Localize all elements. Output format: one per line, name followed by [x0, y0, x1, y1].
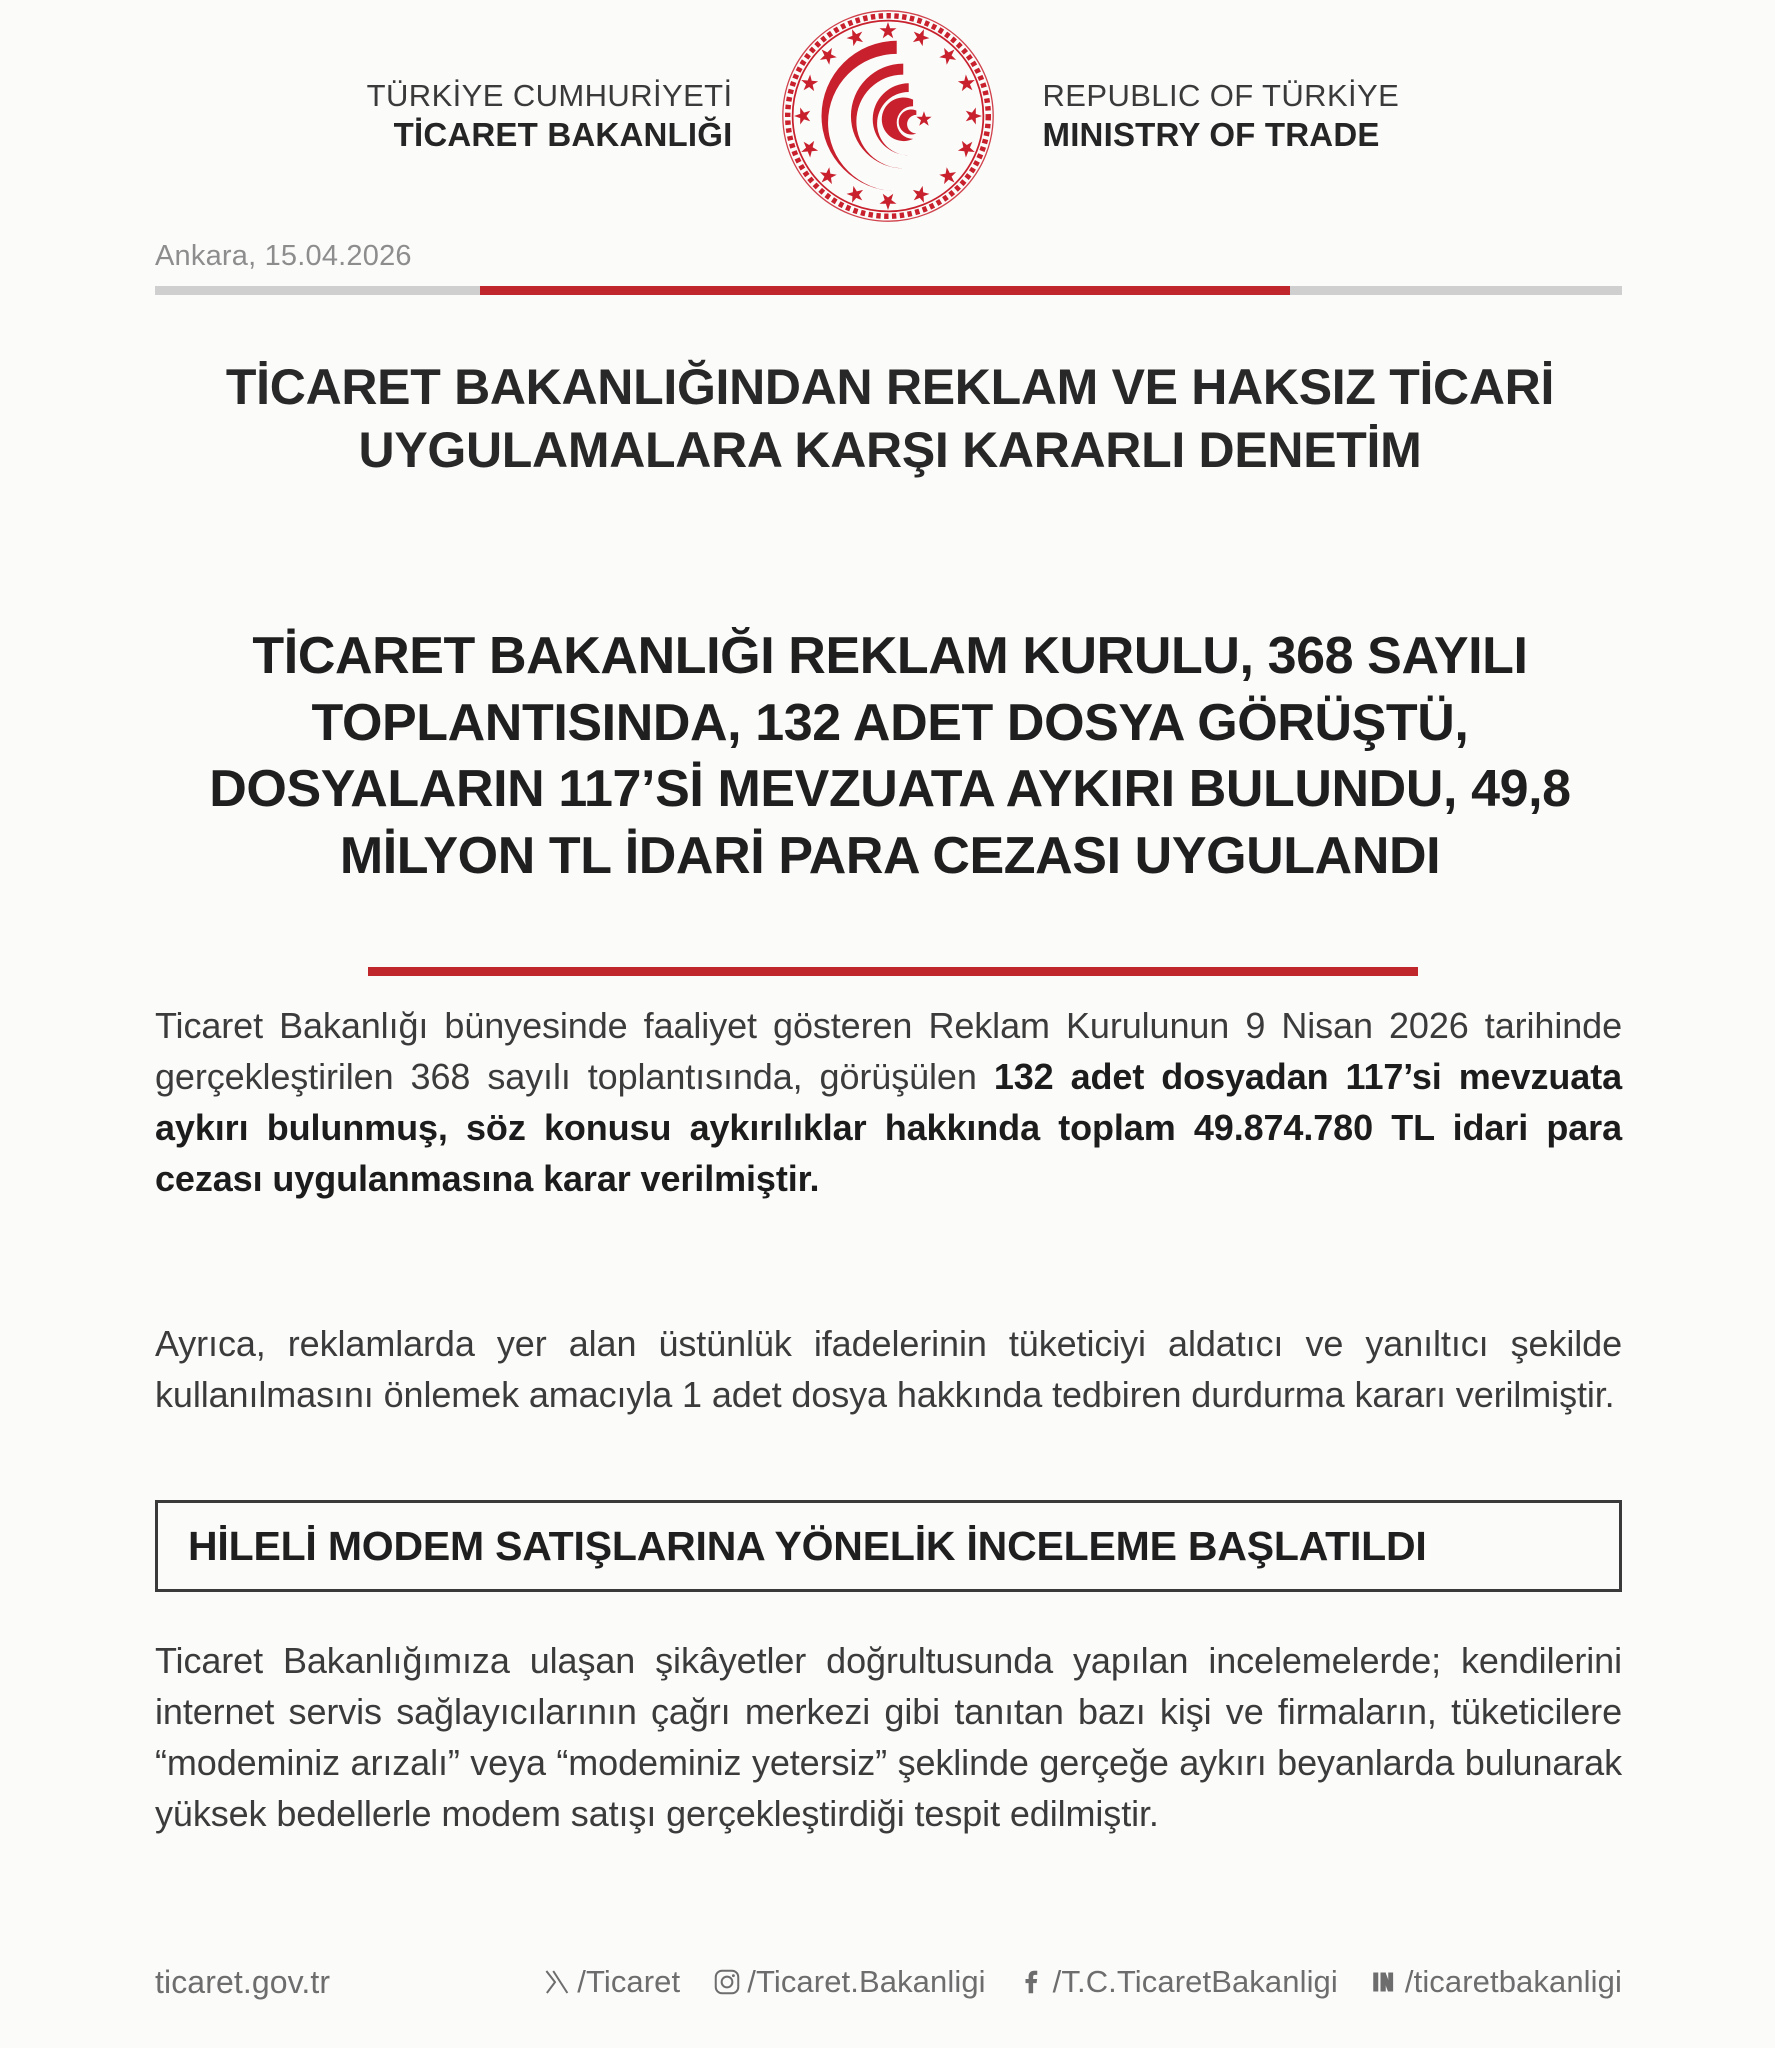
social-links	[540, 1964, 1622, 2000]
x-twitter-icon	[540, 1965, 574, 1999]
section-subheading-box	[155, 1500, 1622, 1592]
social-link-instagram[interactable]	[710, 1964, 985, 2000]
paragraph-one-container	[155, 1000, 1622, 1204]
dateline: Ankara, 15.04.2026	[155, 240, 412, 272]
paragraph-two-container	[155, 1318, 1622, 1420]
paragraph-three: Ticaret Bakanlığımıza ulaşan şikâyetler doğrultusunda yapılan incelemelerde; kendilerini internet servis sağlayıcılarının çağrı merkezi gibi tanıtan bazı kişi ve firmaların, tüketicilere “modeminiz arızalı” veya “modeminiz yetersiz” şeklinde gerçeğe aykırı beyanlarda bulunarak yüksek bedellerle modem satışı gerçekleştirdiği tespit edilmiştir.	[155, 1640, 1622, 1835]
ministry-label-tr: TİCARET BAKANLIĞI	[393, 115, 733, 153]
website-link[interactable]: ticaret.gov.tr	[155, 1963, 331, 2000]
social-link-x[interactable]	[540, 1964, 680, 2000]
instagram-icon	[710, 1965, 744, 1999]
document-header	[0, 0, 1775, 232]
social-label-facebook: /T.C.TicaretBakanligi	[1052, 1964, 1338, 1999]
page-title: TİCARET BAKANLIĞINDAN REKLAM VE HAKSIZ TİCARİ UYGULAMALARA KARŞI KARARLI DENETİM	[225, 358, 1555, 478]
paragraph-two: Ayrıca, reklamlarda yer alan üstünlük ifadelerinin tüketiciyi aldatıcı ve yanıltıcı şekilde kullanılmasını önlemek amacıyla 1 adet dosya hakkında tedbiren durdurma kararı verilmiştir.	[155, 1323, 1622, 1416]
paragraph-one-bold: 132 adet dosyadan 117’si mevzuata aykırı bulunmuş, söz konusu aykırılıklar hakkında toplam 49.874.780 TL idari para cezası uygulanmasına karar verilmiştir.	[155, 1056, 1623, 1200]
social-label-x: /Ticaret	[577, 1964, 681, 1999]
social-label-instagram: /Ticaret.Bakanligi	[747, 1964, 986, 1999]
social-label-nsosyal: /ticaretbakanligi	[1404, 1964, 1622, 1999]
paragraph-one	[155, 1000, 1622, 1204]
turkish-ministry-of-trade-emblem	[779, 7, 997, 225]
facebook-icon	[1016, 1965, 1050, 1999]
social-link-nsosyal[interactable]	[1368, 1964, 1622, 2000]
ministry-brand-turkish	[313, 79, 779, 152]
republic-label-tr: TÜRKİYE CUMHURİYETİ	[366, 78, 733, 114]
paragraph-one-normal: Ticaret Bakanlığı bünyesinde faaliyet gösteren Reklam Kurulunun 9 Nisan 2026 tarihinde gerçekleştirilen 368 sayılı toplantısında, görüşülen	[155, 1005, 1622, 1098]
republic-label-en: REPUBLIC OF TÜRKİYE	[1042, 78, 1400, 114]
page-subtitle: TİCARET BAKANLIĞI REKLAM KURULU, 368 SAYILI TOPLANTISINDA, 132 ADET DOSYA GÖRÜŞTÜ, DOSYALARIN 117’Sİ MEVZUATA AYKIRI BULUNDU, 49,8 MİLYON TL İDARİ PARA CEZASI UYGULANDI	[209, 627, 1571, 885]
ministry-label-en: MINISTRY OF TRADE	[1042, 115, 1380, 153]
section-subheading-text: HİLELİ MODEM SATIŞLARINA YÖNELİK İNCELEME BAŞLATILDI	[188, 1522, 1427, 1569]
paragraph-three-container	[155, 1635, 1622, 1839]
title-divider-red	[368, 967, 1418, 976]
header-divider-red	[480, 286, 1290, 295]
nsosyal-icon	[1368, 1965, 1402, 1999]
social-link-facebook[interactable]	[1016, 1964, 1338, 2000]
ministry-brand-english	[997, 79, 1463, 152]
document-footer	[155, 1952, 1622, 2012]
